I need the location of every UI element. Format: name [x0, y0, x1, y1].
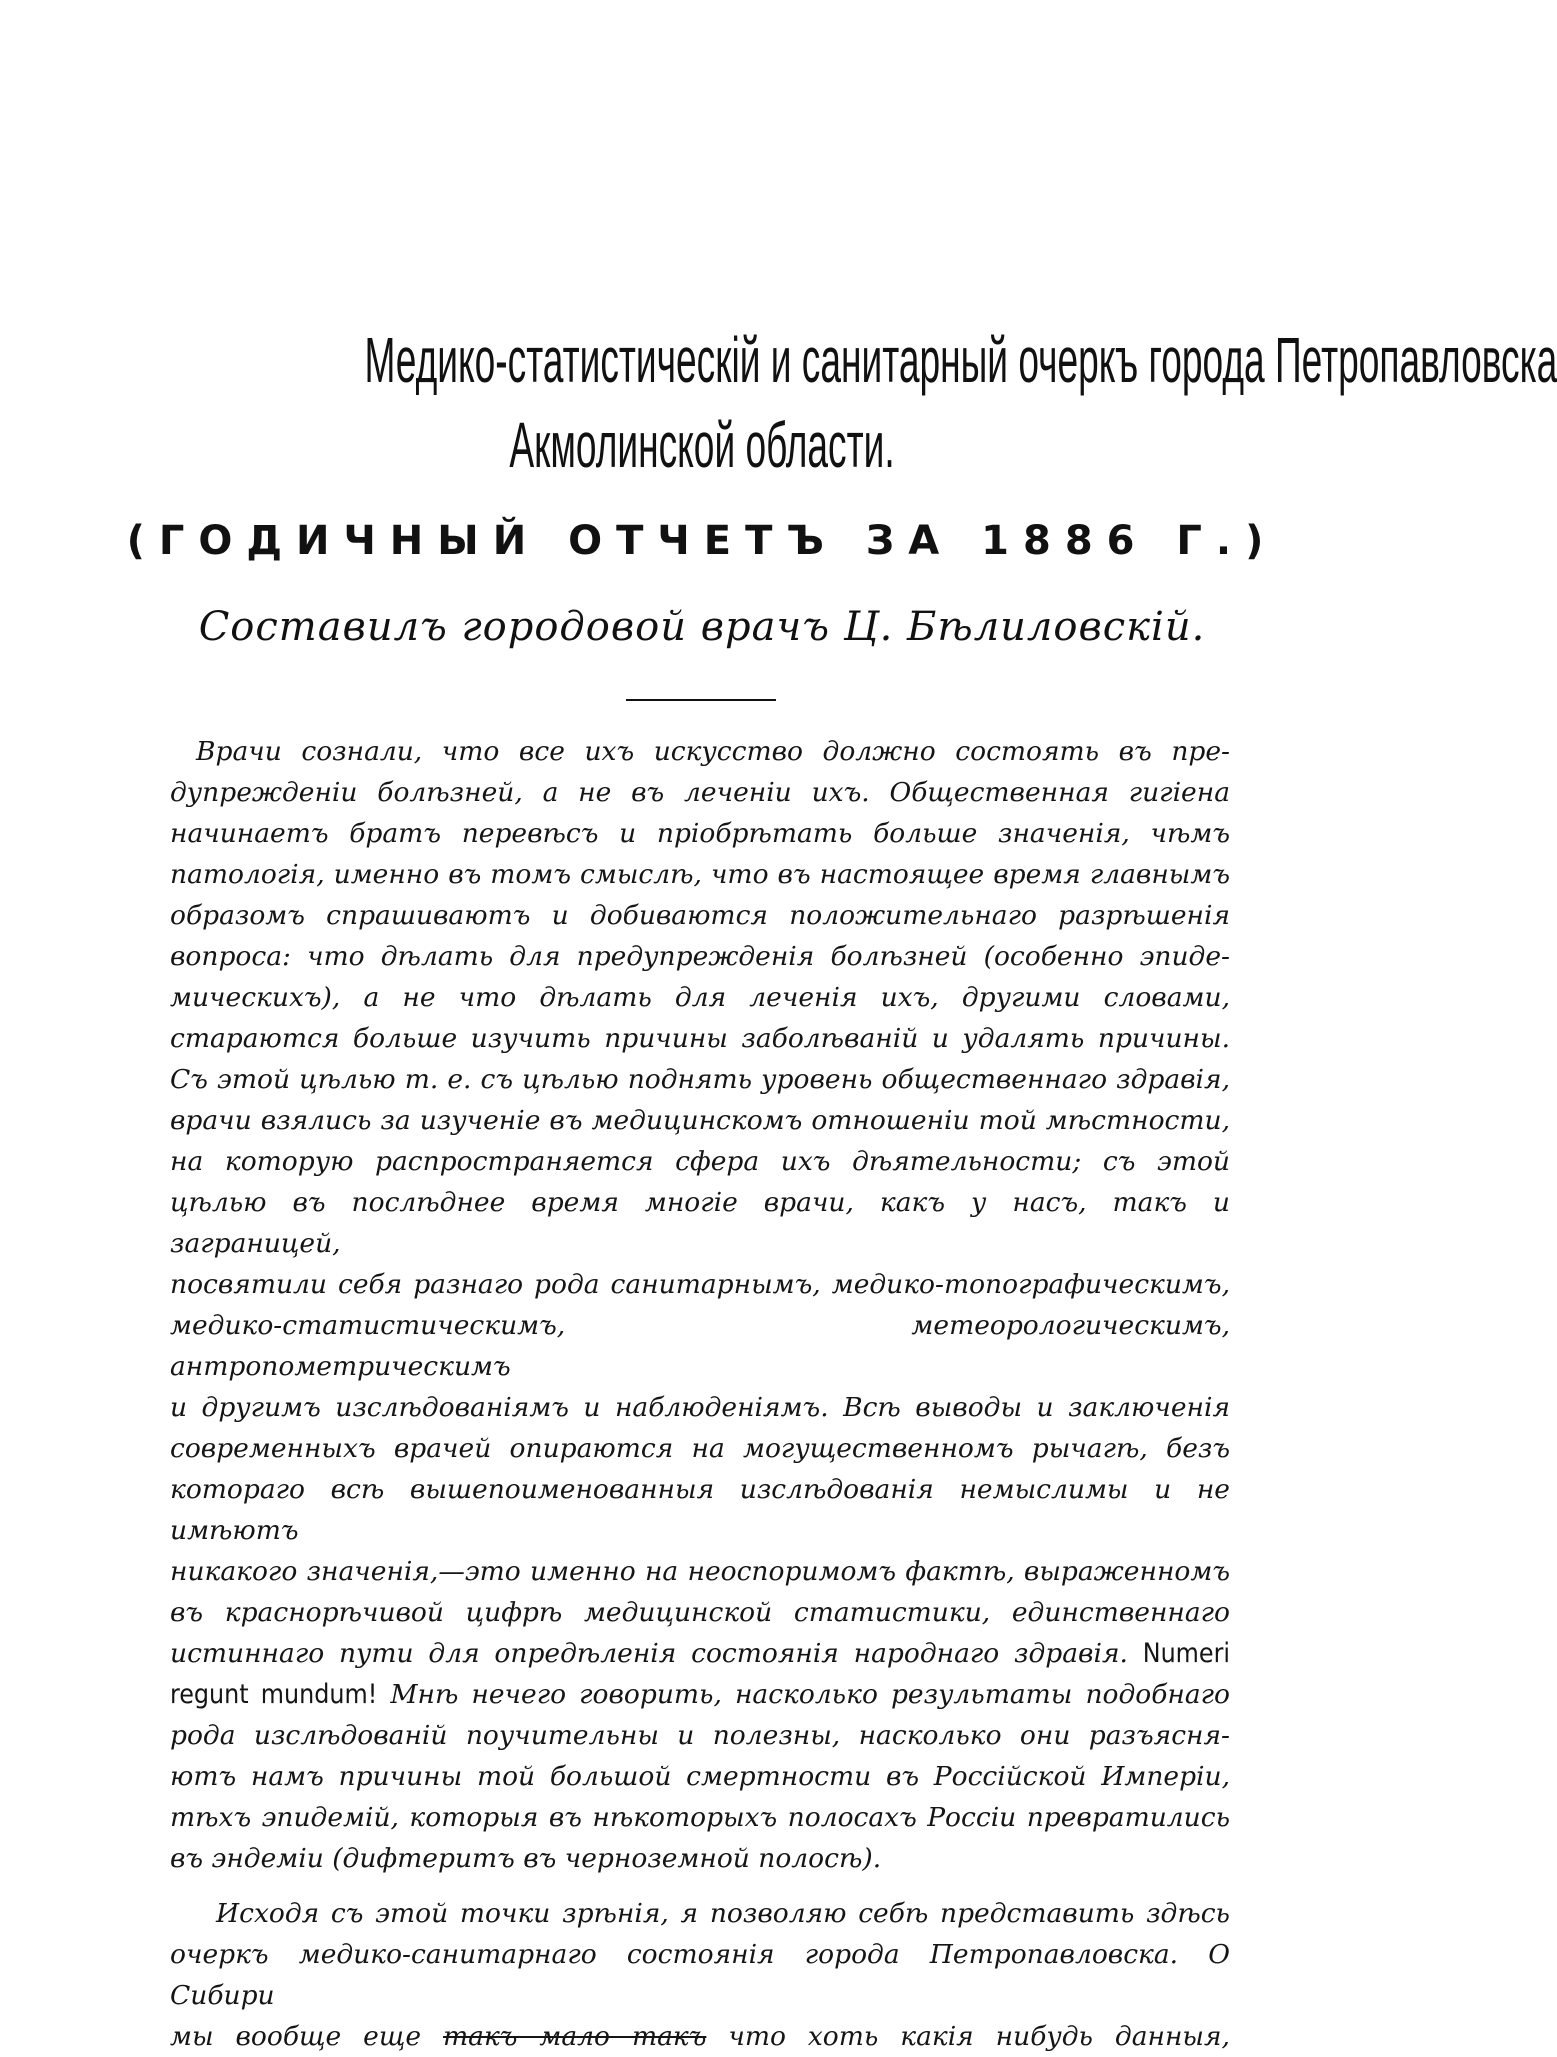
latin-quote-start: Numeri	[1142, 1638, 1230, 1669]
document-title-line-2: Акмолинской области.	[509, 409, 895, 481]
text-line: въ краснорѣчивой цифрѣ медицинской статистики, единственнаго	[170, 1597, 1230, 1628]
text-line: Врачи сознали, что все ихъ искусство должно состоять въ пре-	[196, 736, 1230, 767]
body-text	[170, 731, 1230, 2057]
text-line: рода изслѣдованій поучительны и полезны, насколько они разъясня-	[170, 1720, 1230, 1751]
document-title-line-1: Медико-статистическій и санитарный очеркъ города Петропавловска	[364, 324, 1557, 396]
text-line-with-latin	[170, 1633, 1230, 1674]
text-line: мическихъ), а не что дѣлать для леченія ихъ, другими словами,	[170, 982, 1230, 1013]
text-line: начинаетъ братъ перевѣсъ и пріобрѣтать больше значенія, чѣмъ	[170, 818, 1230, 849]
section-divider	[626, 699, 776, 701]
text-line-start: мы вообще еще	[170, 2021, 422, 2052]
latin-quote-end: regunt mundum!	[170, 1679, 378, 1710]
text-line: цѣлью въ послѣднее время многіе врачи, какъ у насъ, такъ и заграницей,	[170, 1187, 1230, 1259]
text-line: очеркъ медико-санитарнаго состоянія города Петропавловска. О Сибири	[170, 1939, 1230, 2011]
text-line: врачи взялись за изученіе въ медицинскомъ отношеніи той мѣстности,	[170, 1105, 1230, 1136]
text-line: Съ этой цѣлью т. е. съ цѣлью поднять уровень общественнаго здравія,	[170, 1064, 1230, 1095]
text-line: и другимъ изслѣдованіямъ и наблюденіямъ. Всѣ выводы и заключенія	[170, 1392, 1230, 1423]
text-line-with-latin	[170, 1674, 1230, 1715]
text-line-with-strikethrough	[170, 2016, 1230, 2057]
document-subtitle: (ГОДИЧНЫЙ ОТЧЕТЪ ЗА 1886 Г.)	[126, 518, 1278, 564]
text-line: тѣхъ эпидемій, которыя въ нѣкоторыхъ полосахъ Россіи превратились	[170, 1802, 1230, 1833]
struck-text: такъ мало такъ	[443, 2021, 707, 2052]
document-author: Составилъ городовой врачъ Ц. Бѣлиловскій.	[198, 604, 1206, 650]
text-line: стараются больше изучить причины заболѣваній и удалять причины.	[170, 1023, 1230, 1054]
text-line: вопроса: что дѣлать для предупрежденія болѣзней (особенно эпиде-	[170, 941, 1230, 972]
text-line-start: истиннаго пути для опредѣленія состоянія народнаго здравія.	[170, 1638, 1128, 1669]
text-line: медико-статистическимъ, метеорологическимъ, антропометрическимъ	[170, 1310, 1230, 1382]
text-line: котораго всѣ вышепоименованныя изслѣдованія немыслимы и не имѣютъ	[170, 1474, 1230, 1546]
text-line: посвятили себя разнаго рода санитарнымъ, медико-топографическимъ,	[170, 1269, 1230, 1300]
text-line: Исходя съ этой точки зрѣнія, я позволяю себѣ представить здѣсь	[216, 1898, 1230, 1929]
text-line: дупрежденіи болѣзней, а не въ леченіи ихъ. Общественная гигіена	[170, 777, 1230, 808]
text-line: въ эндеміи (дифтеритъ въ черноземной полосѣ).	[170, 1843, 882, 1874]
text-line-rest: Мнѣ нечего говорить, насколько результаты подобнаго	[390, 1679, 1230, 1710]
text-line-end: что хоть какія нибудь данныя,	[728, 2021, 1230, 2052]
text-line: современныхъ врачей опираются на могущественномъ рычагѣ, безъ	[170, 1433, 1230, 1464]
text-line: ютъ намъ причины той большой смертности въ Россійской Имперіи,	[170, 1761, 1230, 1792]
text-line: образомъ спрашиваютъ и добиваются положительнаго разрѣшенія	[170, 900, 1230, 931]
text-line: на которую распространяется сфера ихъ дѣятельности; съ этой	[170, 1146, 1230, 1177]
text-line: патологія, именно въ томъ смыслѣ, что въ настоящее время главнымъ	[170, 859, 1230, 890]
text-line: никакого значенія,—это именно на неоспоримомъ фактѣ, выраженномъ	[170, 1556, 1230, 1587]
